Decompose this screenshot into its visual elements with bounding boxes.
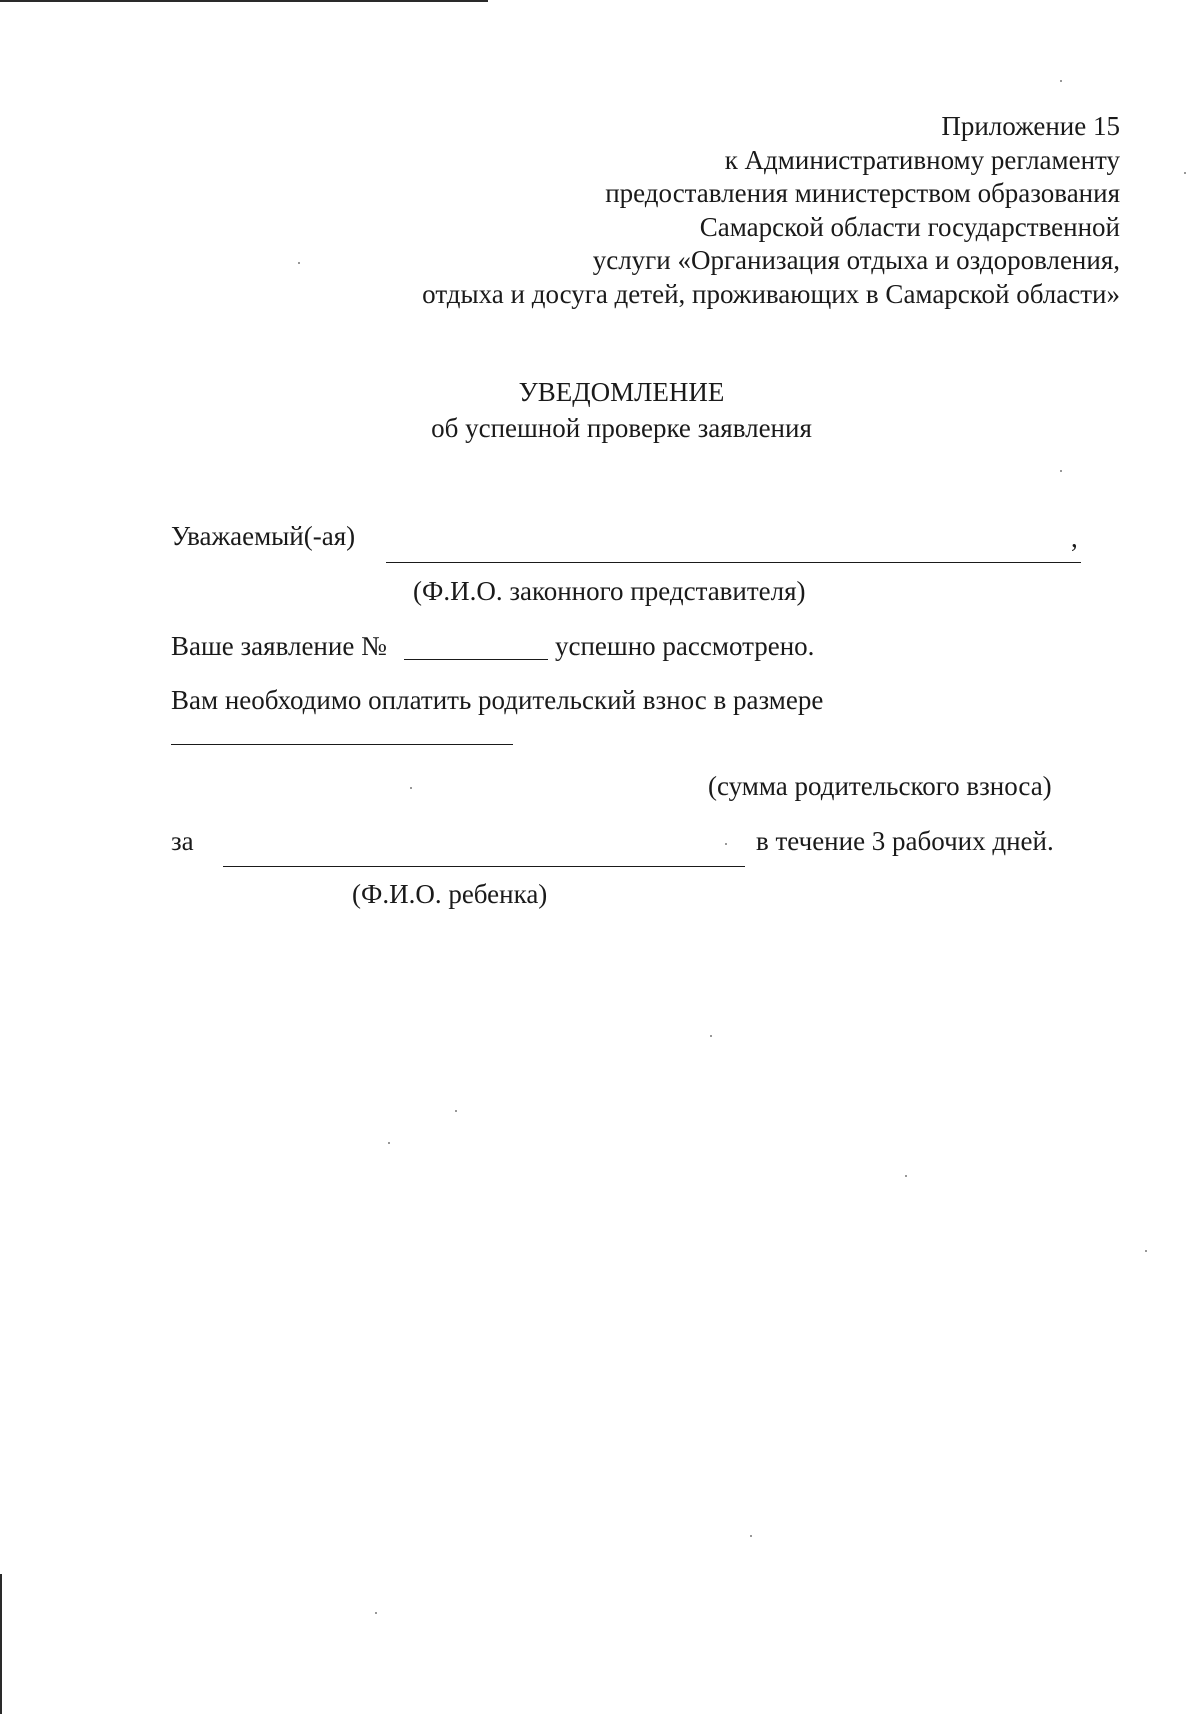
scan-speck	[410, 787, 412, 789]
scan-speck	[1184, 172, 1186, 174]
appendix-line: предоставления министерством образования	[605, 178, 1120, 208]
child-name-caption: (Ф.И.О. ребенка)	[352, 879, 548, 909]
document-title: УВЕДОМЛЕНИЕ	[518, 377, 725, 407]
scan-edge-top	[0, 0, 488, 2]
appendix-line: Самарской области государственной	[699, 211, 1120, 242]
scan-speck	[905, 1175, 907, 1177]
scan-speck	[455, 1110, 457, 1112]
scan-speck	[388, 1142, 390, 1144]
child-name-line	[223, 866, 745, 867]
scan-speck	[1060, 470, 1062, 472]
scan-speck	[1060, 80, 1062, 82]
payment-deadline-text: в течение 3 рабочих дней.	[756, 826, 1054, 856]
parent-name-caption: (Ф.И.О. законного представителя)	[413, 576, 806, 606]
scan-speck	[750, 1535, 752, 1537]
payment-instruction: Вам необходимо оплатить родительский взнос в размере	[171, 685, 824, 715]
scan-speck	[710, 1035, 712, 1037]
appendix-line: Приложение 15	[941, 111, 1120, 141]
appendix-header	[340, 110, 1120, 311]
appendix-line: услуги «Организация отдыха и оздоровления,	[592, 245, 1120, 275]
greeting-label: Уважаемый(-ая)	[171, 521, 356, 551]
amount-caption: (сумма родительского взноса)	[708, 771, 1052, 801]
greeting-comma: ,	[1071, 523, 1078, 553]
appendix-line: отдыха и досуга детей, проживающих в Самарской области»	[422, 278, 1120, 309]
amount-line	[171, 744, 513, 745]
document-subtitle: об успешной проверке заявления	[431, 413, 812, 443]
scan-speck	[298, 262, 300, 264]
for-label: за	[171, 826, 194, 856]
application-status-text: успешно рассмотрено.	[555, 631, 815, 661]
scan-speck	[375, 1612, 377, 1614]
scan-speck	[1145, 1250, 1147, 1252]
scan-speck	[725, 843, 727, 845]
application-number-line	[404, 659, 548, 660]
appendix-line: к Административному регламенту	[724, 144, 1120, 175]
parent-name-line	[386, 562, 1081, 563]
scan-edge-left	[0, 1574, 2, 1714]
application-number-label: Ваше заявление №	[171, 631, 387, 661]
